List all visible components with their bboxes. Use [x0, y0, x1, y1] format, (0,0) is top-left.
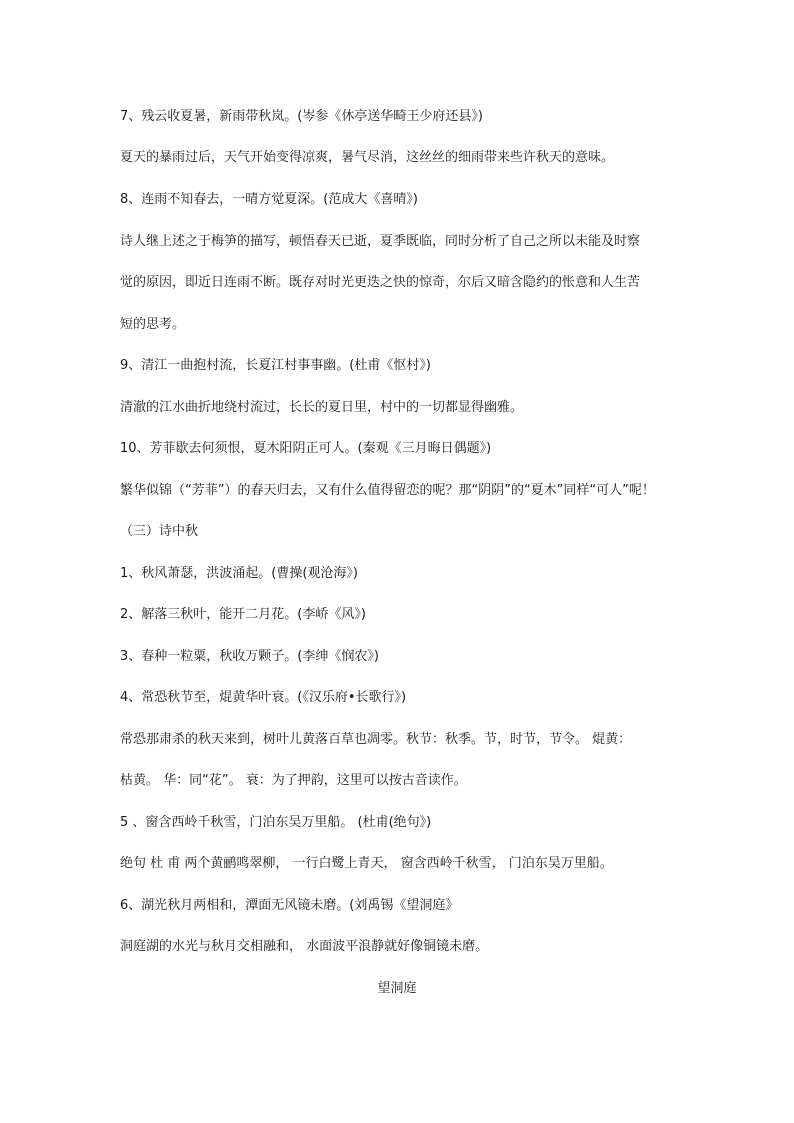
autumn-poem-line-3: 3、春种一粒粟，秋收万颗子。(李绅《悯农》)	[120, 649, 379, 664]
explanation-line-8c: 短的思考。	[120, 317, 186, 332]
poem-line-10: 10、芳菲歇去何须恨，夏木阳阴正可人。(秦观《三月晦日偶题》)	[120, 441, 492, 456]
section-heading-autumn: （三）诗中秋	[120, 524, 199, 539]
poem-title-wang-dongting: 望洞庭	[377, 981, 417, 996]
autumn-explanation-line-6: 洞庭湖的水光与秋月交相融和， 水面波平浪静就好像铜镜未磨。	[120, 939, 489, 954]
autumn-explanation-line-5: 绝句 杜 甫 两个黄鹂鸣翠柳， 一行白鹭上青天， 窗含西岭千秋雪， 门泊东吴万里船。	[120, 856, 613, 871]
explanation-line-10: 繁华似锦（“芳菲”）的春天归去，又有什么值得留恋的呢？那“阴阴”的“夏木”同样“可人”呢！	[120, 483, 655, 498]
autumn-poem-line-5: 5 、窗含西岭千秋雪，门泊东吴万里船。 (杜甫(绝句》)	[120, 815, 432, 830]
autumn-poem-line-4: 4、常恐秋节至，焜黄华叶衰。(《汉乐府•长歌行》)	[120, 690, 407, 705]
poem-line-9: 9、清江一曲抱村流，长夏江村事事幽。(杜甫《怄村》)	[120, 358, 431, 373]
autumn-explanation-line-4a: 常恐那肃杀的秋天来到，树叶儿黄落百草也凋零。秋节：秋季。节，时节，节令。 焜黄：	[120, 732, 632, 747]
poem-line-8: 8、连雨不知春去，一晴方觉夏深。(范成大《喜晴》)	[120, 192, 418, 207]
explanation-line-9: 清澈的江水曲折地绕村流过，长长的夏日里，村中的一切都显得幽雅。	[120, 400, 524, 415]
autumn-poem-line-2: 2、解落三秋叶，能开二月花。(李峤《风》)	[120, 607, 366, 622]
autumn-explanation-line-4b: 枯黄。 华：同“花”。 衰：为了押韵，这里可以按古音读作。	[120, 773, 467, 788]
autumn-poem-line-6: 6、湖光秋月两相和，潭面无风镜未磨。(刘禹锡《望洞庭》	[120, 898, 459, 913]
autumn-poem-line-1: 1、秋风萧瑟，洪波涌起。(曹操(观沧海》)	[120, 566, 358, 581]
poem-line-7: 7、残云收夏暑，新雨带秋岚。(岑参《休亭送华畸王少府还县》)	[120, 109, 483, 124]
explanation-line-8a: 诗人继上述之于梅笋的描写，顿悟春天已逝，夏季既临，同时分析了自己之所以未能及时察	[120, 234, 641, 249]
explanation-line-7: 夏天的暴雨过后，天气开始变得凉爽，暑气尽消，这丝丝的细雨带来些许秋天的意味。	[120, 150, 615, 165]
explanation-line-8b: 觉的原因，即近日连雨不断。既存对时光更迭之快的惊奇，尔后又暗含隐约的怅意和人生苦	[120, 275, 641, 290]
